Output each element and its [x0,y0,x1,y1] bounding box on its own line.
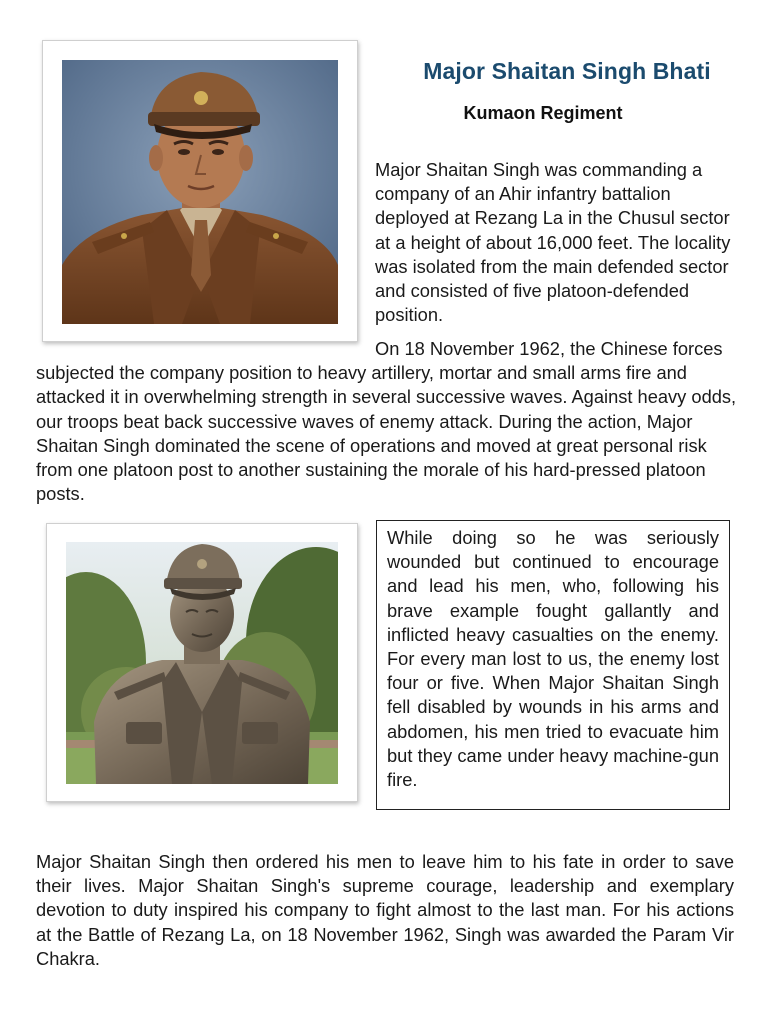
wounded-account-box: While doing so he was seriously wounded but continued to encourage and lead his men, who, following his brave example fought gallantly and inflicted heavy casualties on the enemy. For every man lost to us, the enemy lost four or five. When Major Shaitan Singh fell disabled by wounds in his arms and abdomen, his men tried to evacuate him but they came under heavy machine-gun fire. [376,520,730,810]
bronze-bust-statue-icon [66,542,338,784]
intro-paragraph: Major Shaitan Singh was commanding a company of an Ahir infantry battalion deployed at Rezang La in the Chusul sector at a height of about 16,000 feet. The locality was isolated from the main defended sector and consisted of five platoon-defended position. [375,159,731,326]
battle-paragraph: On 18 November 1962, the Chinese forces subjected the company position to heavy artillery, mortar and small arms fire and attacked it in overwhelming strength in several successive waves. Against heavy odds, our troops beat back successive waves of enemy attack. During the action, Major Shaitan Singh dominated the scene of operations and moved at great personal risk from one platoon post to another sustaining the morale of his hard-pressed platoon posts. [36,338,737,505]
closing-paragraph: Major Shaitan Singh then ordered his men to leave him to his fate in order to save their lives. Major Shaitan Singh's supreme courage, leadership and exemplary devotion to duty inspired his company to fight almost to the last man. For his actions at the Battle of Rezang La, on 18 November 1962, Singh was awarded the Param Vir Chakra. [36,851,734,969]
portrait-photo-frame [42,40,358,342]
page-title: Major Shaitan Singh Bhati [423,58,711,84]
regiment-subtitle: Kumaon Regiment [463,103,623,123]
officer-portrait-icon [62,60,338,324]
statue-photo-frame [46,523,358,802]
